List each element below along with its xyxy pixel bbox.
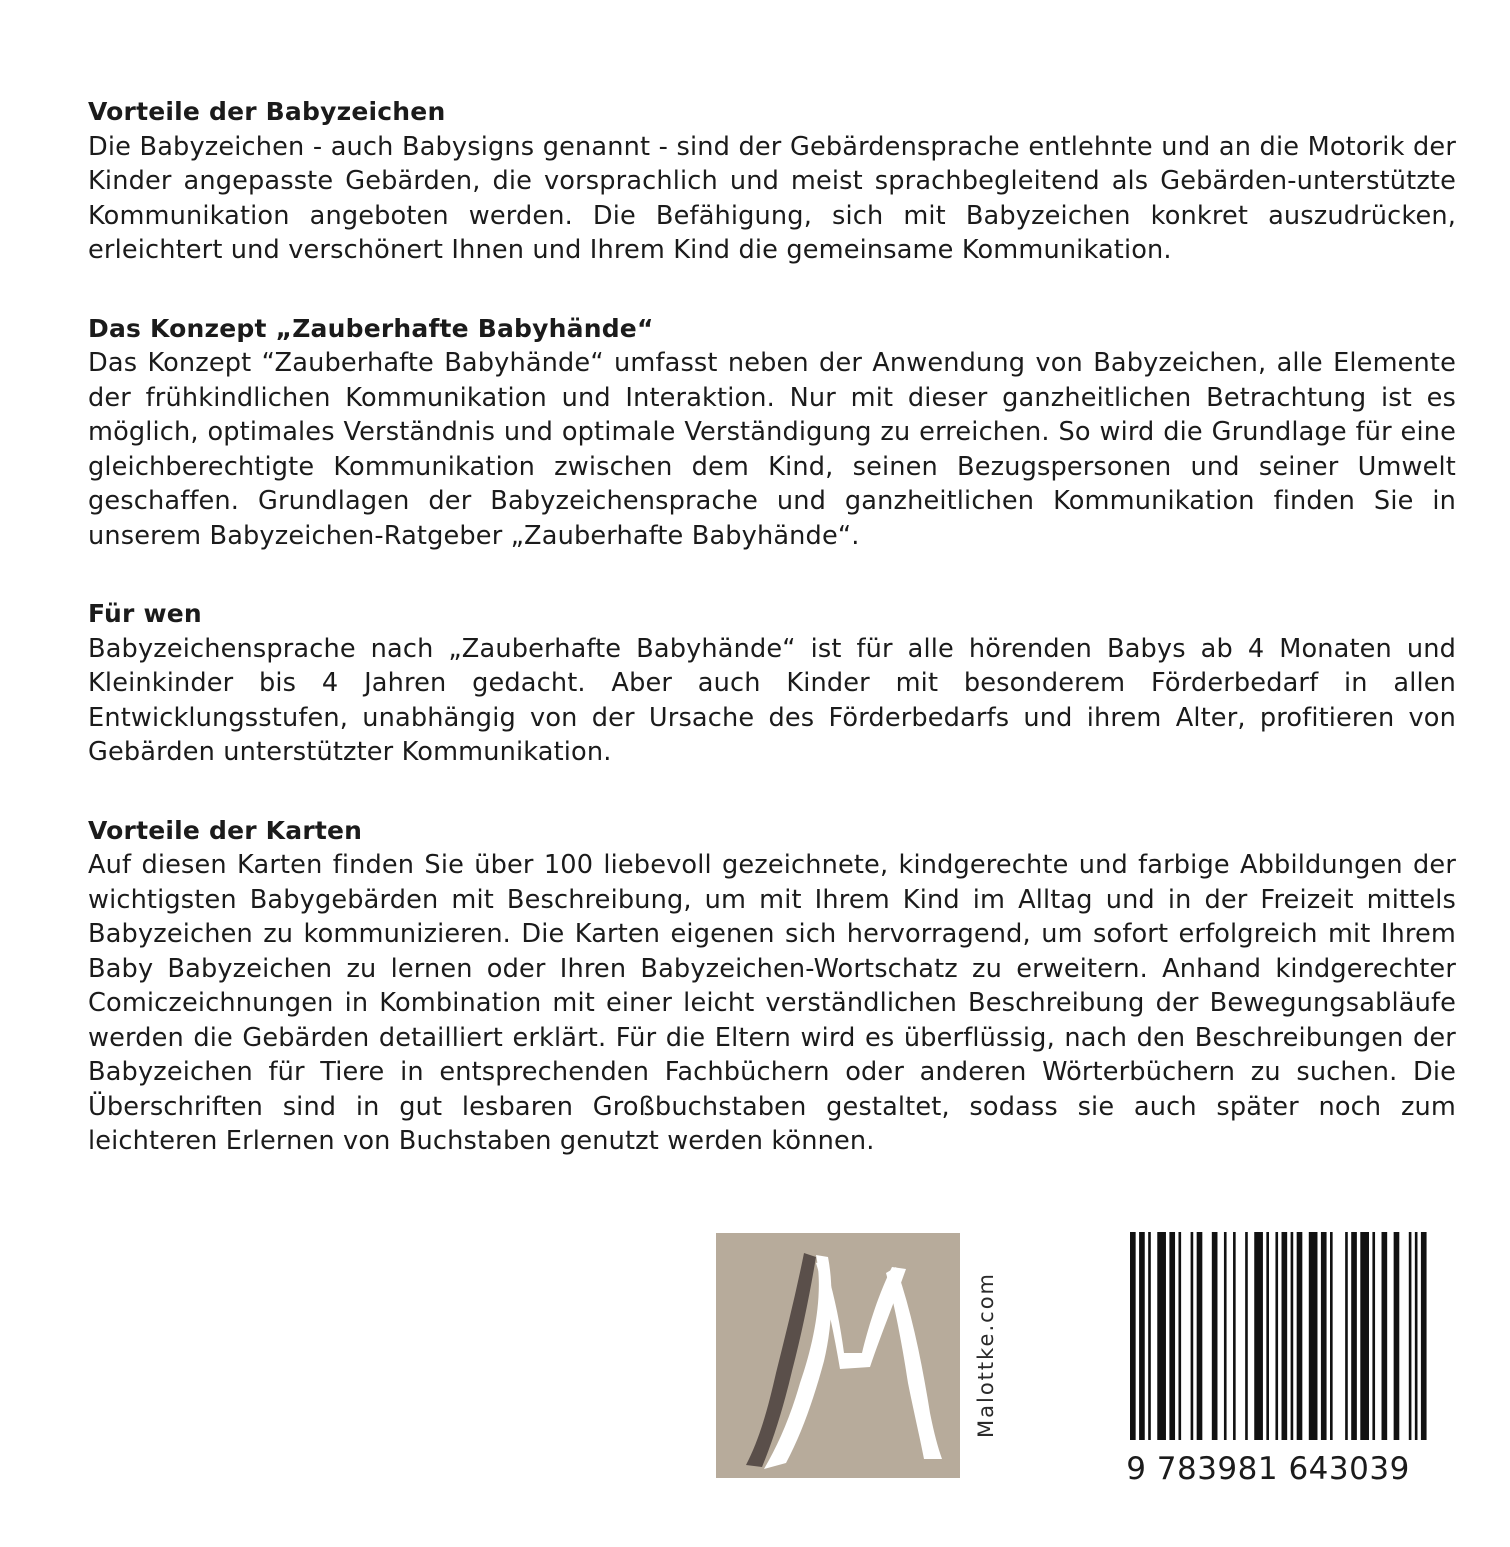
section-vorteile-babyzeichen [88,95,1456,268]
section-heading: Das Konzept „Zauberhafte Babyhände“ [88,313,654,343]
barcode-bar [1297,1232,1303,1440]
publisher-logo [716,1233,960,1478]
barcode-bar [1178,1232,1181,1440]
barcode-digits: 9 783981 643039 [1126,1451,1410,1484]
barcode-bar [1224,1232,1227,1440]
barcode-bar [1309,1232,1318,1440]
barcode-bar [1330,1232,1333,1440]
logo-site-text: Malottke.com [974,1272,998,1438]
barcode-icon [1098,1226,1438,1484]
barcode-bar [1360,1232,1369,1440]
barcode-bar [1345,1232,1348,1440]
section-body: Auf diesen Karten finden Sie über 100 liebevoll gezeichnete, kindgerechte und farbige Abbildungen der wichtigsten Babygebärden mit Beschreibung, um mit Ihrem Kind im Alltag und in der Freizeit mittels Babyzeichen zu kommunizieren. Die Karten eigenen sich hervorragend, um sofort erfolgreich mit Ihrem Baby Babyzeichen zu lernen oder Ihren Babyzeichen-Wortschatz zu erweitern. Anhand kindgerechter Comiczeichnungen in Kombination mit einer leicht verständlichen Beschreibung der Bewegungsabläufe werden die Gebärden detailliert erklärt. Für die Eltern wird es überflüssig, nach den Beschreibungen der Babyzeichen für Tiere in entsprechenden Fachbüchern oder anderen Wörterbüchern zu suchen. Die Überschriften sind in gut lesbaren Großbuchstaben gestaltet, sodass sie auch später noch zum leichteren Erlernen von Buchstaben genutzt werden können. [88,850,1456,1156]
barcode-bar [1282,1232,1288,1440]
barcode-bar [1233,1232,1236,1440]
barcode-bar [1415,1232,1418,1440]
section-konzept [88,312,1456,554]
barcode-bar [1351,1232,1357,1440]
barcode-bar [1394,1232,1400,1440]
barcode-bar [1409,1232,1412,1440]
section-heading: Vorteile der Karten [88,815,363,845]
isbn-barcode [1098,1226,1438,1484]
barcode-bar [1275,1232,1278,1440]
barcode-bar [1130,1232,1136,1440]
barcode-bar [1421,1232,1427,1440]
barcode-bar [1321,1232,1327,1440]
barcode-bar [1191,1232,1194,1440]
barcode-bar [1245,1232,1248,1440]
barcode-bar [1266,1232,1269,1440]
barcode-bar [1254,1232,1263,1440]
brush-stroke-light-right [886,1267,942,1459]
section-vorteile-karten [88,814,1456,1159]
barcode-bar [1148,1232,1151,1440]
barcode-bar [1382,1232,1388,1440]
barcode-bar [1169,1232,1175,1440]
brush-stroke-dark [746,1253,816,1467]
barcode-bar [1139,1232,1145,1440]
barcode-bar [1157,1232,1166,1440]
barcode-bar [1372,1232,1375,1440]
barcode-bar [1291,1232,1294,1440]
barcode-bar [1212,1232,1218,1440]
section-fuer-wen [88,597,1456,770]
barcode-bar [1197,1232,1203,1440]
back-cover-text [88,95,1456,1203]
section-heading: Vorteile der Babyzeichen [88,97,446,126]
section-heading: Für wen [88,599,202,628]
section-body: Babyzeichensprache nach „Zauberhafte Babyhände“ ist für alle hörenden Babys ab 4 Monaten und Kleinkinder bis 4 Jahren gedacht. Aber auch Kinder mit besonderem Förderbedarf in allen Entwicklungsstufen, unabhängig von der Ursache des Förderbedarfs und ihrem Alter, profitieren von Gebärden unterstützter Kommunikation. [88,633,1456,767]
section-body: Die Babyzeichen - auch Babysigns genannt - sind der Gebärdensprache entlehnte und an die Motorik der Kinder angepasste Gebärden, die vorsprachlich und meist sprachbegleitend als Gebärden-unterstützte Kommunikation angeboten werden. Die Befähigung, sich mit Babyzeichen konkret auszudrücken, erleichtert und verschönert Ihnen und Ihrem Kind die gemeinsame Kommunikation. [88,131,1456,265]
section-body: Das Konzept “Zauberhafte Babyhände“ umfasst neben der Anwendung von Babyzeichen, alle Elemente der frühkindlichen Kommunikation und Interaktion. Nur mit dieser ganzheitlichen Betrachtung ist es möglich, optimales Verständnis und optimale Verständigung zu erreichen. So wird die Grundlage für eine gleichberechtigte Kommunikation zwischen dem Kind, seinen Bezugspersonen und seiner Umwelt geschaffen. Grundlagen der Babyzeichensprache und ganzheitlichen Kommunikation finden Sie in unserem Babyzeichen-Ratgeber „Zauberhafte Babyhände“. [88,348,1456,551]
brush-m-icon [716,1233,960,1478]
